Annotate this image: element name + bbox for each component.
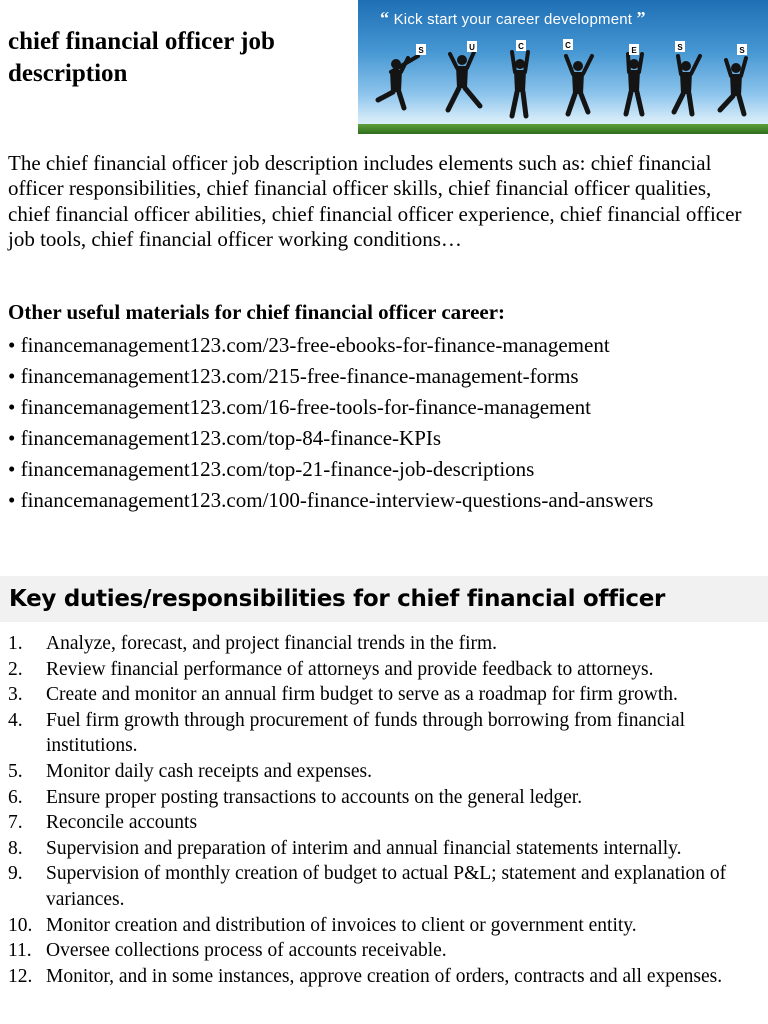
duty-number: 3. bbox=[8, 684, 23, 706]
jumper-5 bbox=[626, 54, 642, 114]
sign-letter: E bbox=[631, 46, 637, 55]
duty-number: 4. bbox=[8, 709, 23, 731]
materials-heading: Other useful materials for chief financial officer career: bbox=[8, 300, 506, 324]
jumper-6 bbox=[674, 56, 700, 114]
duty-number: 2. bbox=[8, 658, 23, 680]
duty-text: Monitor, and in some instances, approve creation of orders, contracts and all expenses. bbox=[46, 965, 723, 987]
duty-text: Fuel firm growth through procurement of funds through borrowing from financial institutions. bbox=[46, 709, 686, 757]
grass-strip bbox=[358, 124, 768, 134]
duty-number: 6. bbox=[8, 786, 23, 808]
page-title: chief financial officer job description bbox=[8, 28, 275, 87]
duty-number: 10. bbox=[8, 914, 33, 936]
quote-open-mark: “ bbox=[380, 8, 390, 28]
sign-letter: S bbox=[418, 46, 424, 55]
duty-text: Supervision of monthly creation of budget to actual P&L; statement and explanation of variances. bbox=[46, 863, 727, 910]
duty-item bbox=[8, 785, 760, 811]
sign-letter: S bbox=[739, 46, 745, 55]
duty-number: 1. bbox=[8, 633, 23, 654]
duty-item bbox=[8, 964, 760, 990]
duty-text: Create and monitor an annual firm budget to serve as a roadmap for firm growth. bbox=[46, 684, 678, 706]
sign-letter: C bbox=[518, 42, 524, 51]
duty-item bbox=[8, 657, 760, 683]
materials-link[interactable]: • financemanagement123.com/23-free-ebooks-for-finance-management bbox=[8, 330, 653, 361]
duty-number: 12. bbox=[8, 965, 33, 987]
banner-quote-text: Kick start your career development bbox=[393, 11, 633, 28]
duties-list bbox=[8, 631, 760, 989]
sign-letter: S bbox=[677, 43, 683, 52]
materials-link[interactable]: • financemanagement123.com/215-free-finance-management-forms bbox=[8, 361, 653, 392]
quote-close-mark: ” bbox=[636, 8, 646, 28]
jumper-3 bbox=[512, 52, 528, 116]
career-banner-image bbox=[358, 0, 768, 134]
materials-link[interactable]: • financemanagement123.com/16-free-tools-for-finance-management bbox=[8, 392, 653, 423]
materials-link[interactable]: • financemanagement123.com/top-21-finance-job-descriptions bbox=[8, 454, 653, 485]
duty-number: 5. bbox=[8, 760, 23, 782]
duty-text: Reconcile accounts bbox=[46, 812, 198, 834]
duty-text: Review financial performance of attorneys and provide feedback to attorneys. bbox=[46, 658, 654, 680]
jumper-2 bbox=[448, 52, 480, 110]
jumper-7 bbox=[720, 58, 746, 114]
intro-paragraph: The chief financial officer job description includes elements such as: chief financial officer responsibilities, chief financial officer skills, chief financial officer qualities, chief financial officer abilities, chief financial officer experience, chief financial officer job tools, chief financial officer working conditions… bbox=[8, 151, 742, 251]
materials-list bbox=[8, 330, 653, 516]
duty-item bbox=[8, 708, 760, 759]
jumping-people-illustration bbox=[358, 0, 768, 134]
duty-text: Supervision and preparation of interim and annual financial statements internally. bbox=[46, 837, 682, 859]
duty-item bbox=[8, 631, 760, 657]
duty-item bbox=[8, 861, 760, 912]
duty-number: 8. bbox=[8, 837, 23, 859]
duty-text: Oversee collections process of accounts receivable. bbox=[46, 940, 447, 962]
materials-link[interactable]: • financemanagement123.com/100-finance-interview-questions-and-answers bbox=[8, 485, 653, 516]
duty-item bbox=[8, 759, 760, 785]
sign-letter: C bbox=[565, 41, 571, 50]
duty-item bbox=[8, 810, 760, 836]
duty-number: 7. bbox=[8, 812, 23, 834]
duty-item bbox=[8, 836, 760, 862]
duties-heading: Key duties/responsibilities for chief financial officer bbox=[9, 586, 666, 612]
jumper-4 bbox=[566, 56, 592, 114]
duty-text: Monitor daily cash receipts and expenses. bbox=[46, 760, 372, 782]
duty-text: Analyze, forecast, and project financial trends in the firm. bbox=[46, 633, 498, 654]
duty-item bbox=[8, 913, 760, 939]
duty-text: Monitor creation and distribution of invoices to client or government entity. bbox=[46, 914, 637, 936]
sign-letter: U bbox=[469, 43, 475, 52]
jumper-1 bbox=[378, 56, 418, 108]
materials-link[interactable]: • financemanagement123.com/top-84-finance-KPIs bbox=[8, 423, 653, 454]
duty-number: 9. bbox=[8, 863, 23, 885]
duty-item bbox=[8, 938, 760, 964]
duty-number: 11. bbox=[8, 940, 32, 962]
duty-text: Ensure proper posting transactions to accounts on the general ledger. bbox=[46, 786, 583, 808]
duty-item bbox=[8, 682, 760, 708]
